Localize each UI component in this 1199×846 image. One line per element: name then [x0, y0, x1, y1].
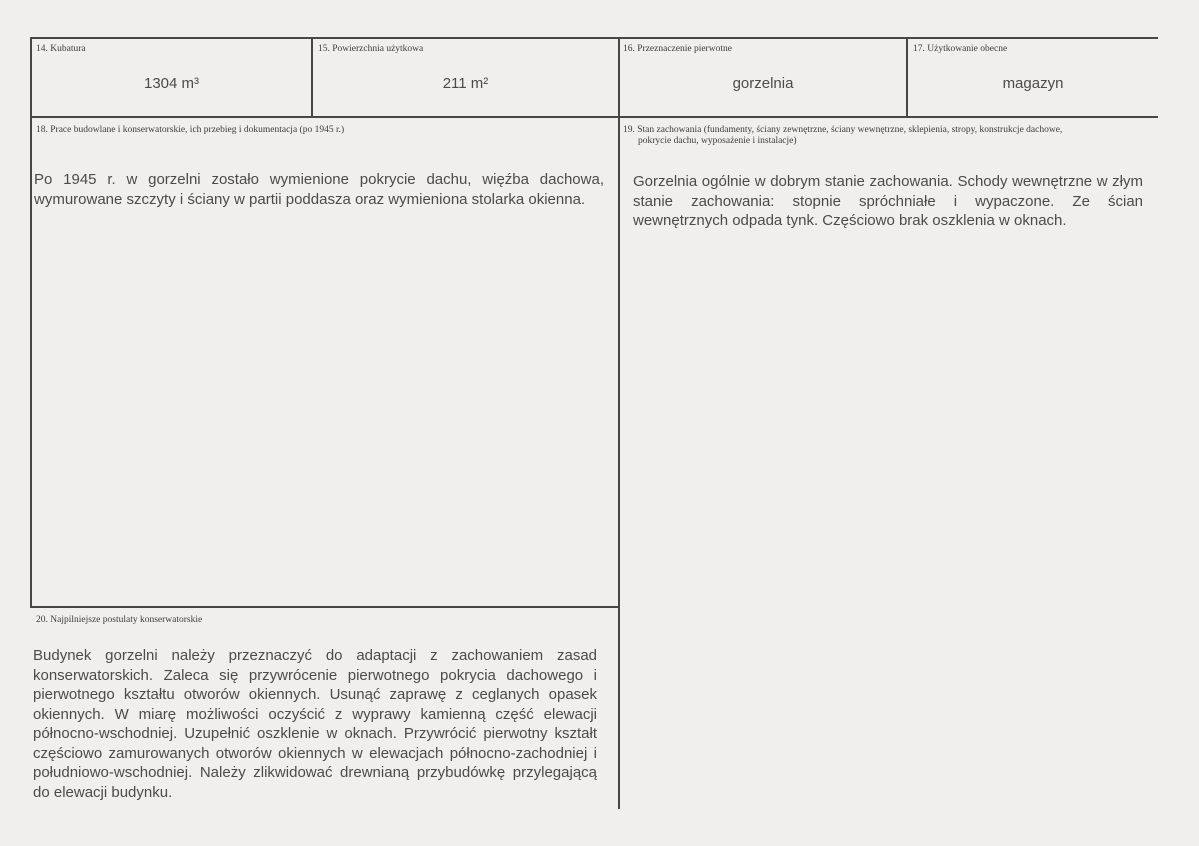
postulaty-text: Budynek gorzelni należy przeznaczyć do adaptacji z zachowaniem zasad konserwatorskich. Zaleca się przywrócenie pierwotnego pokrycia dachowego i pierwotnego kształtu otworów okiennych. Usunąć zaprawę z ceglanych opasek okiennych. W miarę możliwości oczyścić z wyprawy kamienną część elewacji północno-wschodniej. Uzupełnić oszklenie w oknach. Przywrócić pierwotny kształt częściowo zamurowanych otworów okiennych w elewacjach północno-zachodniej i południowo-wschodniej. Należy zlikwidować drewnianą przybudówkę przylegającą do elewacji budynku.	[33, 647, 597, 801]
rule-row1-bottom	[30, 116, 1158, 118]
przeznaczenie-label: 16. Przeznaczenie pierwotne	[623, 44, 732, 54]
rule-left	[30, 37, 32, 608]
przeznaczenie-value: gorzelnia	[732, 75, 794, 92]
prace-label: 18. Prace budowlane i konserwatorskie, ich przebieg i dokumentacja (po 1945 r.)	[36, 125, 345, 135]
uzytkowanie-value: magazyn	[1002, 75, 1064, 92]
powierzchnia-value: 211 m²	[442, 75, 489, 92]
rule-section20-top	[30, 606, 620, 608]
kubatura-value: 1304 m³	[143, 75, 200, 92]
uzytkowanie-label: 17. Użytkowanie obecne	[913, 44, 1008, 54]
kubatura-label: 14. Kubatura	[36, 44, 86, 54]
powierzchnia-label: 15. Powierzchnia użytkowa	[318, 44, 424, 54]
postulaty-label: 20. Najpilniejsze postulaty konserwatorskie	[36, 615, 203, 625]
stan-label-line1: 19. Stan zachowania (fundamenty, ściany zewnętrzne, ściany wewnętrzne, sklepienia, stropy, konstrukcje dachowe,	[623, 125, 1063, 135]
stan-label-line2: pokrycie dachu, wyposażenie i instalacje)	[638, 136, 797, 146]
rule-top	[30, 37, 1158, 39]
stan-text: Gorzelnia ogólnie w dobrym stanie zachowania. Schody wewnętrzne w złym stanie zachowania: stopnie spróchniałe i wypaczone. Ze ścian wewnętrznych odpada tynk. Częściowo brak oszklenia w oknach.	[633, 173, 1143, 229]
prace-text: Po 1945 r. w gorzelni zostało wymienione pokrycie dachu, więźba dachowa, wymurowane szczyty i ściany w partii poddasza oraz wymieniona stolarka okienna.	[34, 171, 604, 208]
rule-center	[618, 37, 620, 809]
